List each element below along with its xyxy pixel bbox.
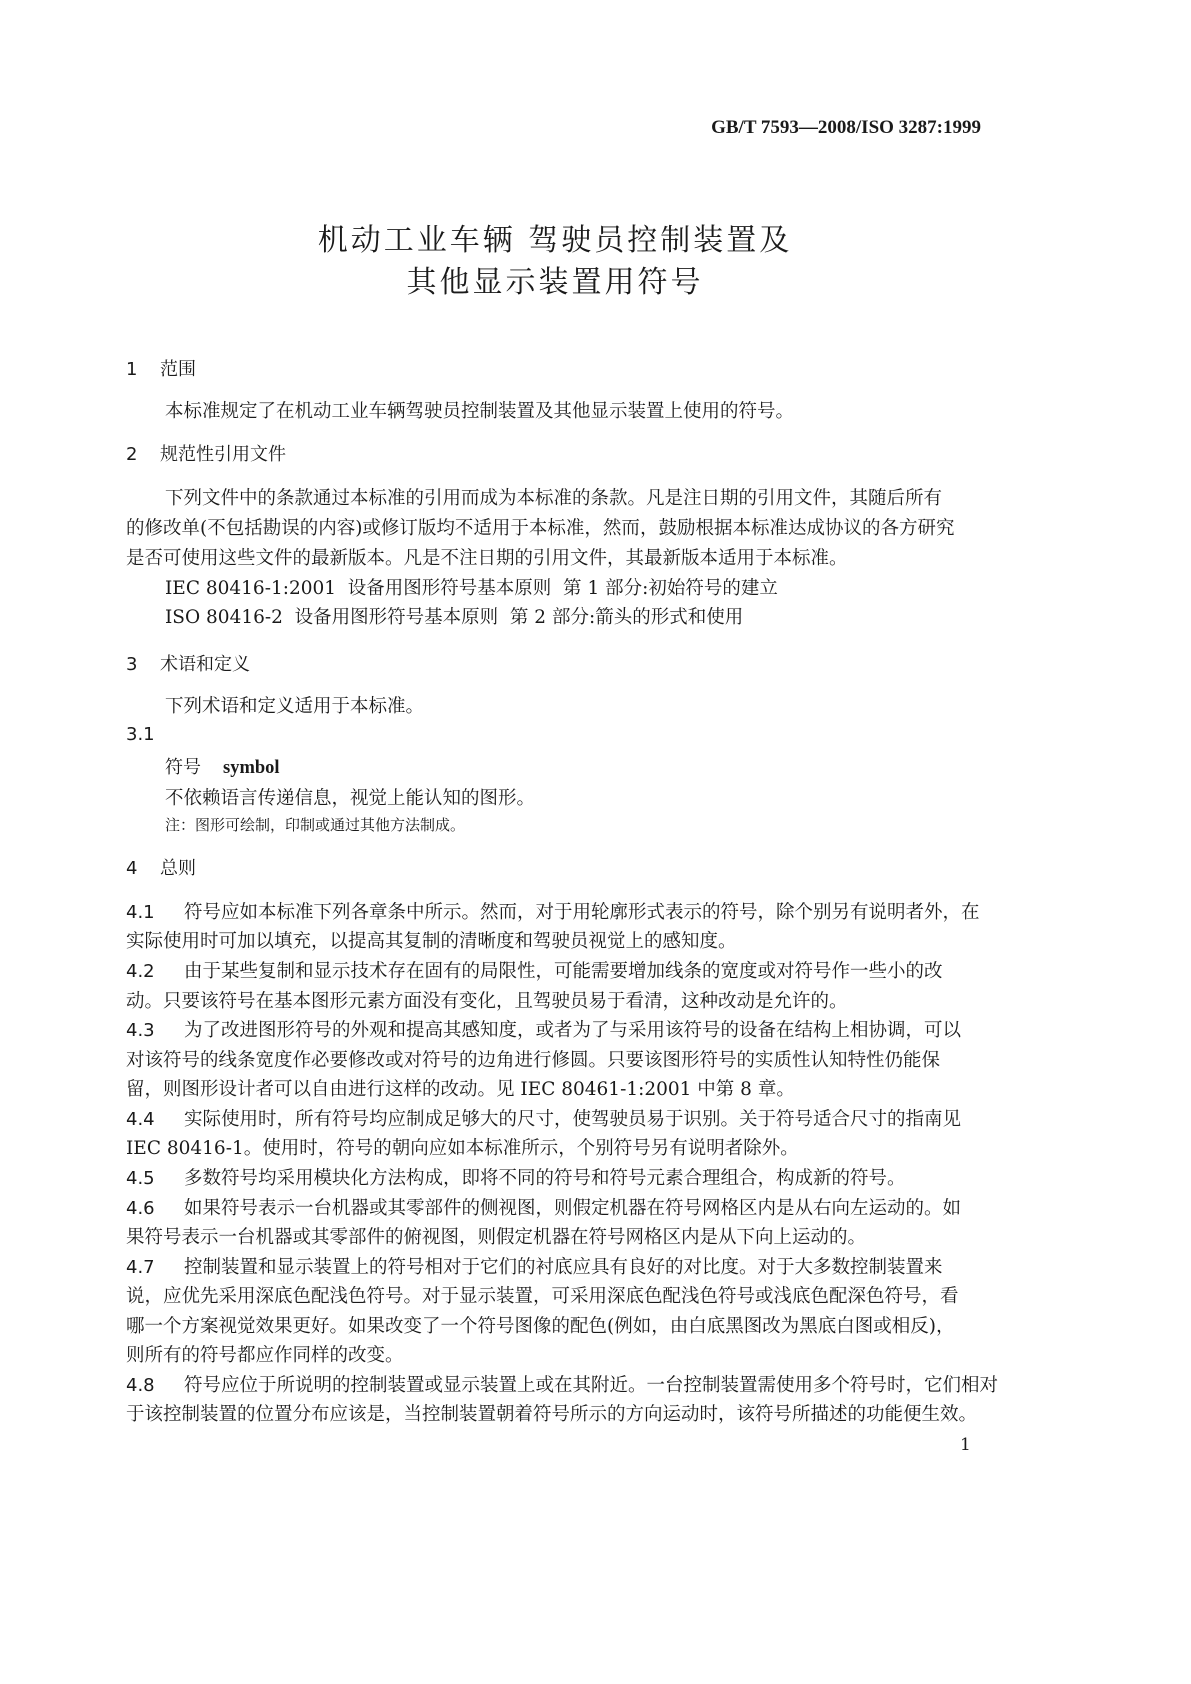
clause-number: 4.3 (126, 1020, 155, 1041)
paragraph: 本标准规定了在机动工业车辆驾驶员控制装置及其他显示装置上使用的符号。 (165, 401, 795, 422)
clause-text: 符号应如本标准下列各章条中所示。然而，对于用轮廓形式表示的符号，除个别另有说明者外，在 (184, 902, 980, 923)
clause-number: 4.8 (126, 1375, 155, 1396)
page-title-line-1: 机动工业车辆 驾驶员控制装置及 (317, 223, 793, 258)
clause-4-4-line (126, 1105, 961, 1131)
section-4-heading (126, 854, 196, 880)
clause-text: 控制装置和显示装置上的符号相对于它们的衬底应具有良好的对比度。对于大多数控制装置来 (184, 1257, 943, 1278)
section-number: 3 (126, 654, 138, 675)
paragraph: 下列术语和定义适用于本标准。 (165, 696, 425, 717)
paragraph-line: 则所有的符号都应作同样的改变。 (126, 1345, 404, 1366)
paragraph-line: IEC 80416-1。使用时，符号的朝向应如本标准所示，个别符号另有说明者除外。 (126, 1138, 799, 1159)
section-title: 范围 (160, 359, 196, 380)
paragraph-line: 动。只要该符号在基本图形元素方面没有变化，且驾驶员易于看清，这种改动是允许的。 (126, 991, 848, 1012)
section-number: 4 (126, 858, 138, 879)
clause-4-1-line (126, 898, 980, 924)
term-definition: 不依赖语言传递信息，视觉上能认知的图形。 (165, 788, 536, 809)
section-1-heading (126, 355, 196, 381)
standard-code: GB/T 7593—2008/ISO 3287:1999 (711, 117, 981, 138)
clause-4-7-line (126, 1253, 943, 1279)
term-chinese: 符号 (165, 757, 201, 778)
clause-number: 4.4 (126, 1109, 155, 1130)
clause-text: 由于某些复制和显示技术存在固有的局限性，可能需要增加线条的宽度或对符号作一些小的改 (184, 961, 943, 982)
normative-reference: ISO 80416-2 设备用图形符号基本原则 第 2 部分:箭头的形式和使用 (165, 607, 744, 628)
section-3-heading (126, 650, 250, 676)
page-title-line-2: 其他显示装置用符号 (406, 265, 704, 300)
normative-reference: IEC 80416-1:2001 设备用图形符号基本原则 第 1 部分:初始符号的建立 (165, 578, 778, 599)
section-title: 总则 (160, 858, 196, 879)
clause-4-8-line (126, 1371, 998, 1397)
clause-text: 符号应位于所说明的控制装置或显示装置上或在其附近。一台控制装置需使用多个符号时，它们相对 (184, 1375, 999, 1396)
section-title: 术语和定义 (160, 654, 250, 675)
note: 注：图形可绘制，印制或通过其他方法制成。 (165, 816, 466, 834)
paragraph-line: 哪一个方案视觉效果更好。如果改变了一个符号图像的配色(例如，由白底黑图改为黑底白图或相反)， (126, 1316, 955, 1337)
paragraph-line: 对该符号的线条宽度作必要修改或对符号的边角进行修圆。只要该图形符号的实质性认知特性仍能保 (126, 1050, 941, 1071)
clause-text: 为了改进图形符号的外观和提高其感知度，或者为了与采用该符号的设备在结构上相协调，可以 (184, 1020, 962, 1041)
paragraph-line: 实际使用时可加以填充，以提高其复制的清晰度和驾驶员视觉上的感知度。 (126, 931, 737, 952)
paragraph-line: 的修改单(不包括勘误的内容)或修订版均不适用于本标准，然而，鼓励根据本标准达成协议的各方研究 (126, 518, 955, 539)
clause-number: 4.2 (126, 961, 155, 982)
paragraph-line: 于该控制装置的位置分布应该是，当控制装置朝着符号所示的方向运动时，该符号所描述的功能便生效。 (126, 1404, 978, 1425)
section-2-heading (126, 440, 286, 466)
term-english: symbol (223, 758, 280, 778)
section-number: 2 (126, 444, 138, 465)
clause-number: 3.1 (126, 724, 155, 745)
paragraph-line: 下列文件中的条款通过本标准的引用而成为本标准的条款。凡是注日期的引用文件，其随后所有 (165, 488, 943, 509)
paragraph-line: 留，则图形设计者可以自由进行这样的改动。见 IEC 80461-1:2001 中第 8 章。 (126, 1079, 795, 1100)
clause-number: 4.7 (126, 1257, 155, 1278)
clause-text: 实际使用时，所有符号均应制成足够大的尺寸，使驾驶员易于识别。关于符号适合尺寸的指南见 (184, 1109, 962, 1130)
section-title: 规范性引用文件 (160, 444, 286, 465)
clause-4-5-line (126, 1164, 906, 1190)
section-number: 1 (126, 359, 138, 380)
clause-4-6-line (126, 1194, 961, 1220)
paragraph-line: 说，应优先采用深底色配浅色符号。对于显示装置，可采用深底色配浅色符号或浅底色配深色符号，看 (126, 1286, 959, 1307)
clause-number: 4.1 (126, 902, 155, 923)
clause-4-3-line (126, 1016, 961, 1042)
paragraph-line: 果符号表示一台机器或其零部件的俯视图，则假定机器在符号网格区内是从下向上运动的。 (126, 1227, 867, 1248)
clause-text: 多数符号均采用模块化方法构成，即将不同的符号和符号元素合理组合，构成新的符号。 (184, 1168, 906, 1189)
paragraph-line: 是否可使用这些文件的最新版本。凡是不注日期的引用文件，其最新版本适用于本标准。 (126, 548, 848, 569)
page-number: 1 (960, 1435, 971, 1455)
clause-4-2-line (126, 957, 943, 983)
clause-text: 如果符号表示一台机器或其零部件的侧视图，则假定机器在符号网格区内是从右向左运动的。如 (184, 1198, 962, 1219)
term-entry (165, 753, 280, 779)
clause-number: 4.5 (126, 1168, 155, 1189)
clause-number: 4.6 (126, 1198, 155, 1219)
